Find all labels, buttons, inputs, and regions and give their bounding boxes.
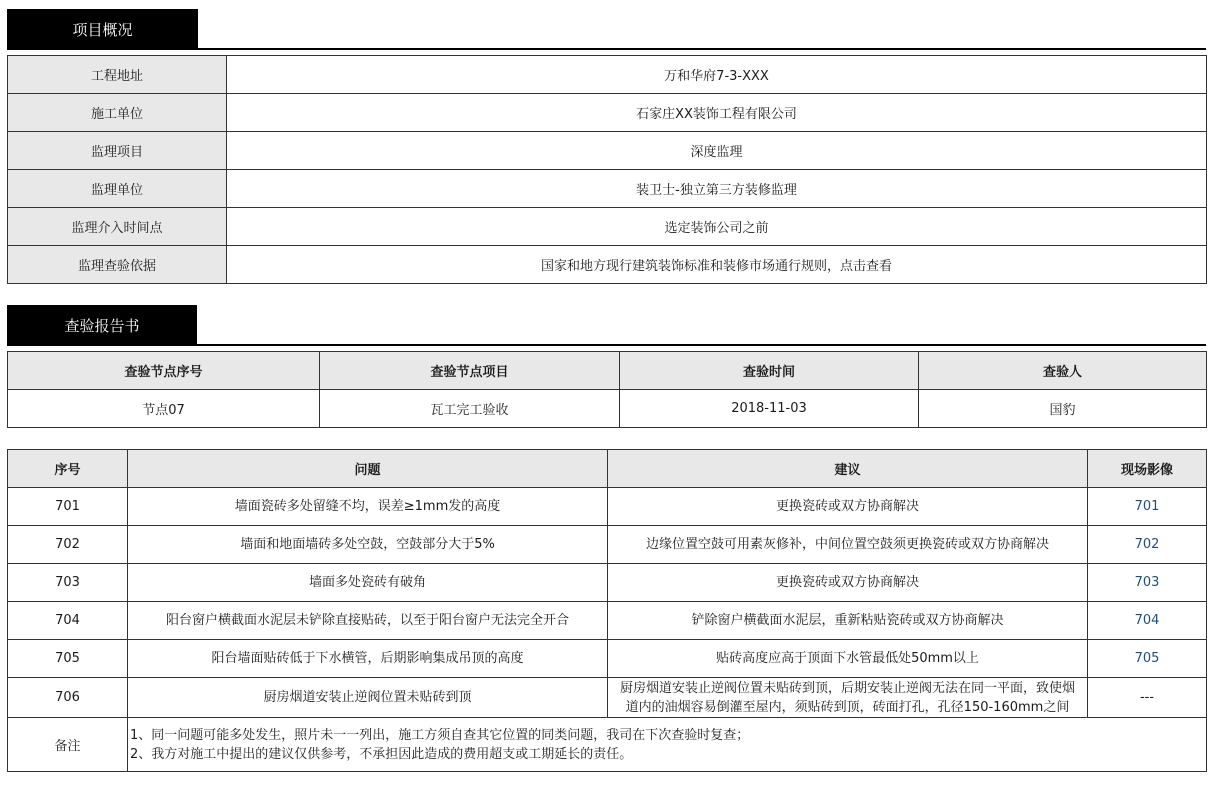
issue-no: 706 bbox=[8, 678, 128, 718]
issue-no: 702 bbox=[8, 526, 128, 564]
issue-problem: 墙面多处瓷砖有破角 bbox=[128, 564, 608, 602]
report-header-node-item: 查验节点项目 bbox=[320, 352, 620, 390]
issue-image-link: --- bbox=[1088, 678, 1207, 718]
issue-problem: 阳台窗户横截面水泥层未铲除直接贴砖，以至于阳台窗户无法完全开合 bbox=[128, 602, 608, 640]
issue-advice: 铲除窗户横截面水泥层，重新粘贴瓷砖或双方协商解决 bbox=[608, 602, 1088, 640]
issue-problem: 阳台墙面贴砖低于下水横管，后期影响集成吊顶的高度 bbox=[128, 640, 608, 678]
overview-value: 深度监理 bbox=[227, 132, 1207, 170]
issue-row bbox=[8, 678, 1207, 718]
overview-label: 监理查验依据 bbox=[8, 246, 227, 284]
issue-advice: 边缘位置空鼓可用素灰修补，中间位置空鼓须更换瓷砖或双方协商解决 bbox=[608, 526, 1088, 564]
issue-problem: 墙面和地面墙砖多处空鼓，空鼓部分大于5% bbox=[128, 526, 608, 564]
issue-advice: 贴砖高度应高于顶面下水管最低处50mm以上 bbox=[608, 640, 1088, 678]
report-time: 2018-11-03 bbox=[620, 390, 919, 428]
issue-image-link[interactable]: 701 bbox=[1088, 488, 1207, 526]
overview-row bbox=[8, 208, 1207, 246]
overview-label: 工程地址 bbox=[8, 56, 227, 94]
issue-advice: 厨房烟道安装止逆阀位置未贴砖到顶，后期安装止逆阀无法在同一平面，致使烟道内的油烟容易倒灌至屋内，须贴砖到顶，砖面打孔，孔径150-160mm之间 bbox=[608, 678, 1088, 718]
report-section-title: 查验报告书 bbox=[7, 305, 197, 345]
report-table bbox=[7, 351, 1207, 428]
issue-image-link[interactable]: 705 bbox=[1088, 640, 1207, 678]
issue-problem: 厨房烟道安装止逆阀位置未贴砖到顶 bbox=[128, 678, 608, 718]
overview-row bbox=[8, 246, 1207, 284]
issue-row bbox=[8, 488, 1207, 526]
issue-row bbox=[8, 602, 1207, 640]
overview-row bbox=[8, 56, 1207, 94]
report-inspector: 国豹 bbox=[919, 390, 1207, 428]
issue-row bbox=[8, 640, 1207, 678]
overview-divider bbox=[7, 48, 1206, 50]
issues-header-no: 序号 bbox=[8, 450, 128, 488]
overview-label: 施工单位 bbox=[8, 94, 227, 132]
note-line: 1、同一问题可能多处发生，照片未一一列出，施工方须自查其它位置的同类问题，我司在下次查验时复查； bbox=[130, 727, 750, 743]
report-divider bbox=[7, 344, 1206, 346]
overview-section-header bbox=[7, 9, 1206, 51]
report-header-node-no: 查验节点序号 bbox=[8, 352, 320, 390]
issue-row bbox=[8, 526, 1207, 564]
overview-row bbox=[8, 94, 1207, 132]
overview-value: 选定装饰公司之前 bbox=[227, 208, 1207, 246]
issues-header-advice: 建议 bbox=[608, 450, 1088, 488]
notes-label: 备注 bbox=[8, 718, 128, 772]
issue-no: 701 bbox=[8, 488, 128, 526]
overview-label: 监理介入时间点 bbox=[8, 208, 227, 246]
report-node-no: 节点07 bbox=[8, 390, 320, 428]
notes-row bbox=[8, 718, 1207, 772]
notes-content bbox=[128, 718, 1207, 772]
issue-image-link[interactable]: 702 bbox=[1088, 526, 1207, 564]
overview-section-title: 项目概况 bbox=[7, 9, 198, 49]
issues-header-problem: 问题 bbox=[128, 450, 608, 488]
report-header-inspector: 查验人 bbox=[919, 352, 1207, 390]
overview-table bbox=[7, 55, 1207, 284]
issue-problem: 墙面瓷砖多处留缝不均，误差≥1mm发的高度 bbox=[128, 488, 608, 526]
report-node-item: 瓦工完工验收 bbox=[320, 390, 620, 428]
issue-no: 703 bbox=[8, 564, 128, 602]
issue-advice: 更换瓷砖或双方协商解决 bbox=[608, 488, 1088, 526]
issue-no: 704 bbox=[8, 602, 128, 640]
issue-advice: 更换瓷砖或双方协商解决 bbox=[608, 564, 1088, 602]
issues-table bbox=[7, 449, 1207, 772]
overview-value: 万和华府7-3-XXX bbox=[227, 56, 1207, 94]
report-section-header bbox=[7, 305, 1206, 347]
overview-value[interactable]: 国家和地方现行建筑装饰标准和装修市场通行规则，点击查看 bbox=[227, 246, 1207, 284]
overview-row bbox=[8, 132, 1207, 170]
issue-image-link[interactable]: 704 bbox=[1088, 602, 1207, 640]
report-header-time: 查验时间 bbox=[620, 352, 919, 390]
overview-label: 监理项目 bbox=[8, 132, 227, 170]
overview-label: 监理单位 bbox=[8, 170, 227, 208]
issue-no: 705 bbox=[8, 640, 128, 678]
overview-row bbox=[8, 170, 1207, 208]
issue-row bbox=[8, 564, 1207, 602]
note-line: 2、我方对施工中提出的建议仅供参考，不承担因此造成的费用超支或工期延长的责任。 bbox=[130, 746, 633, 762]
issues-header-image: 现场影像 bbox=[1088, 450, 1207, 488]
issue-image-link[interactable]: 703 bbox=[1088, 564, 1207, 602]
overview-value: 石家庄XX装饰工程有限公司 bbox=[227, 94, 1207, 132]
overview-value: 装卫士-独立第三方装修监理 bbox=[227, 170, 1207, 208]
